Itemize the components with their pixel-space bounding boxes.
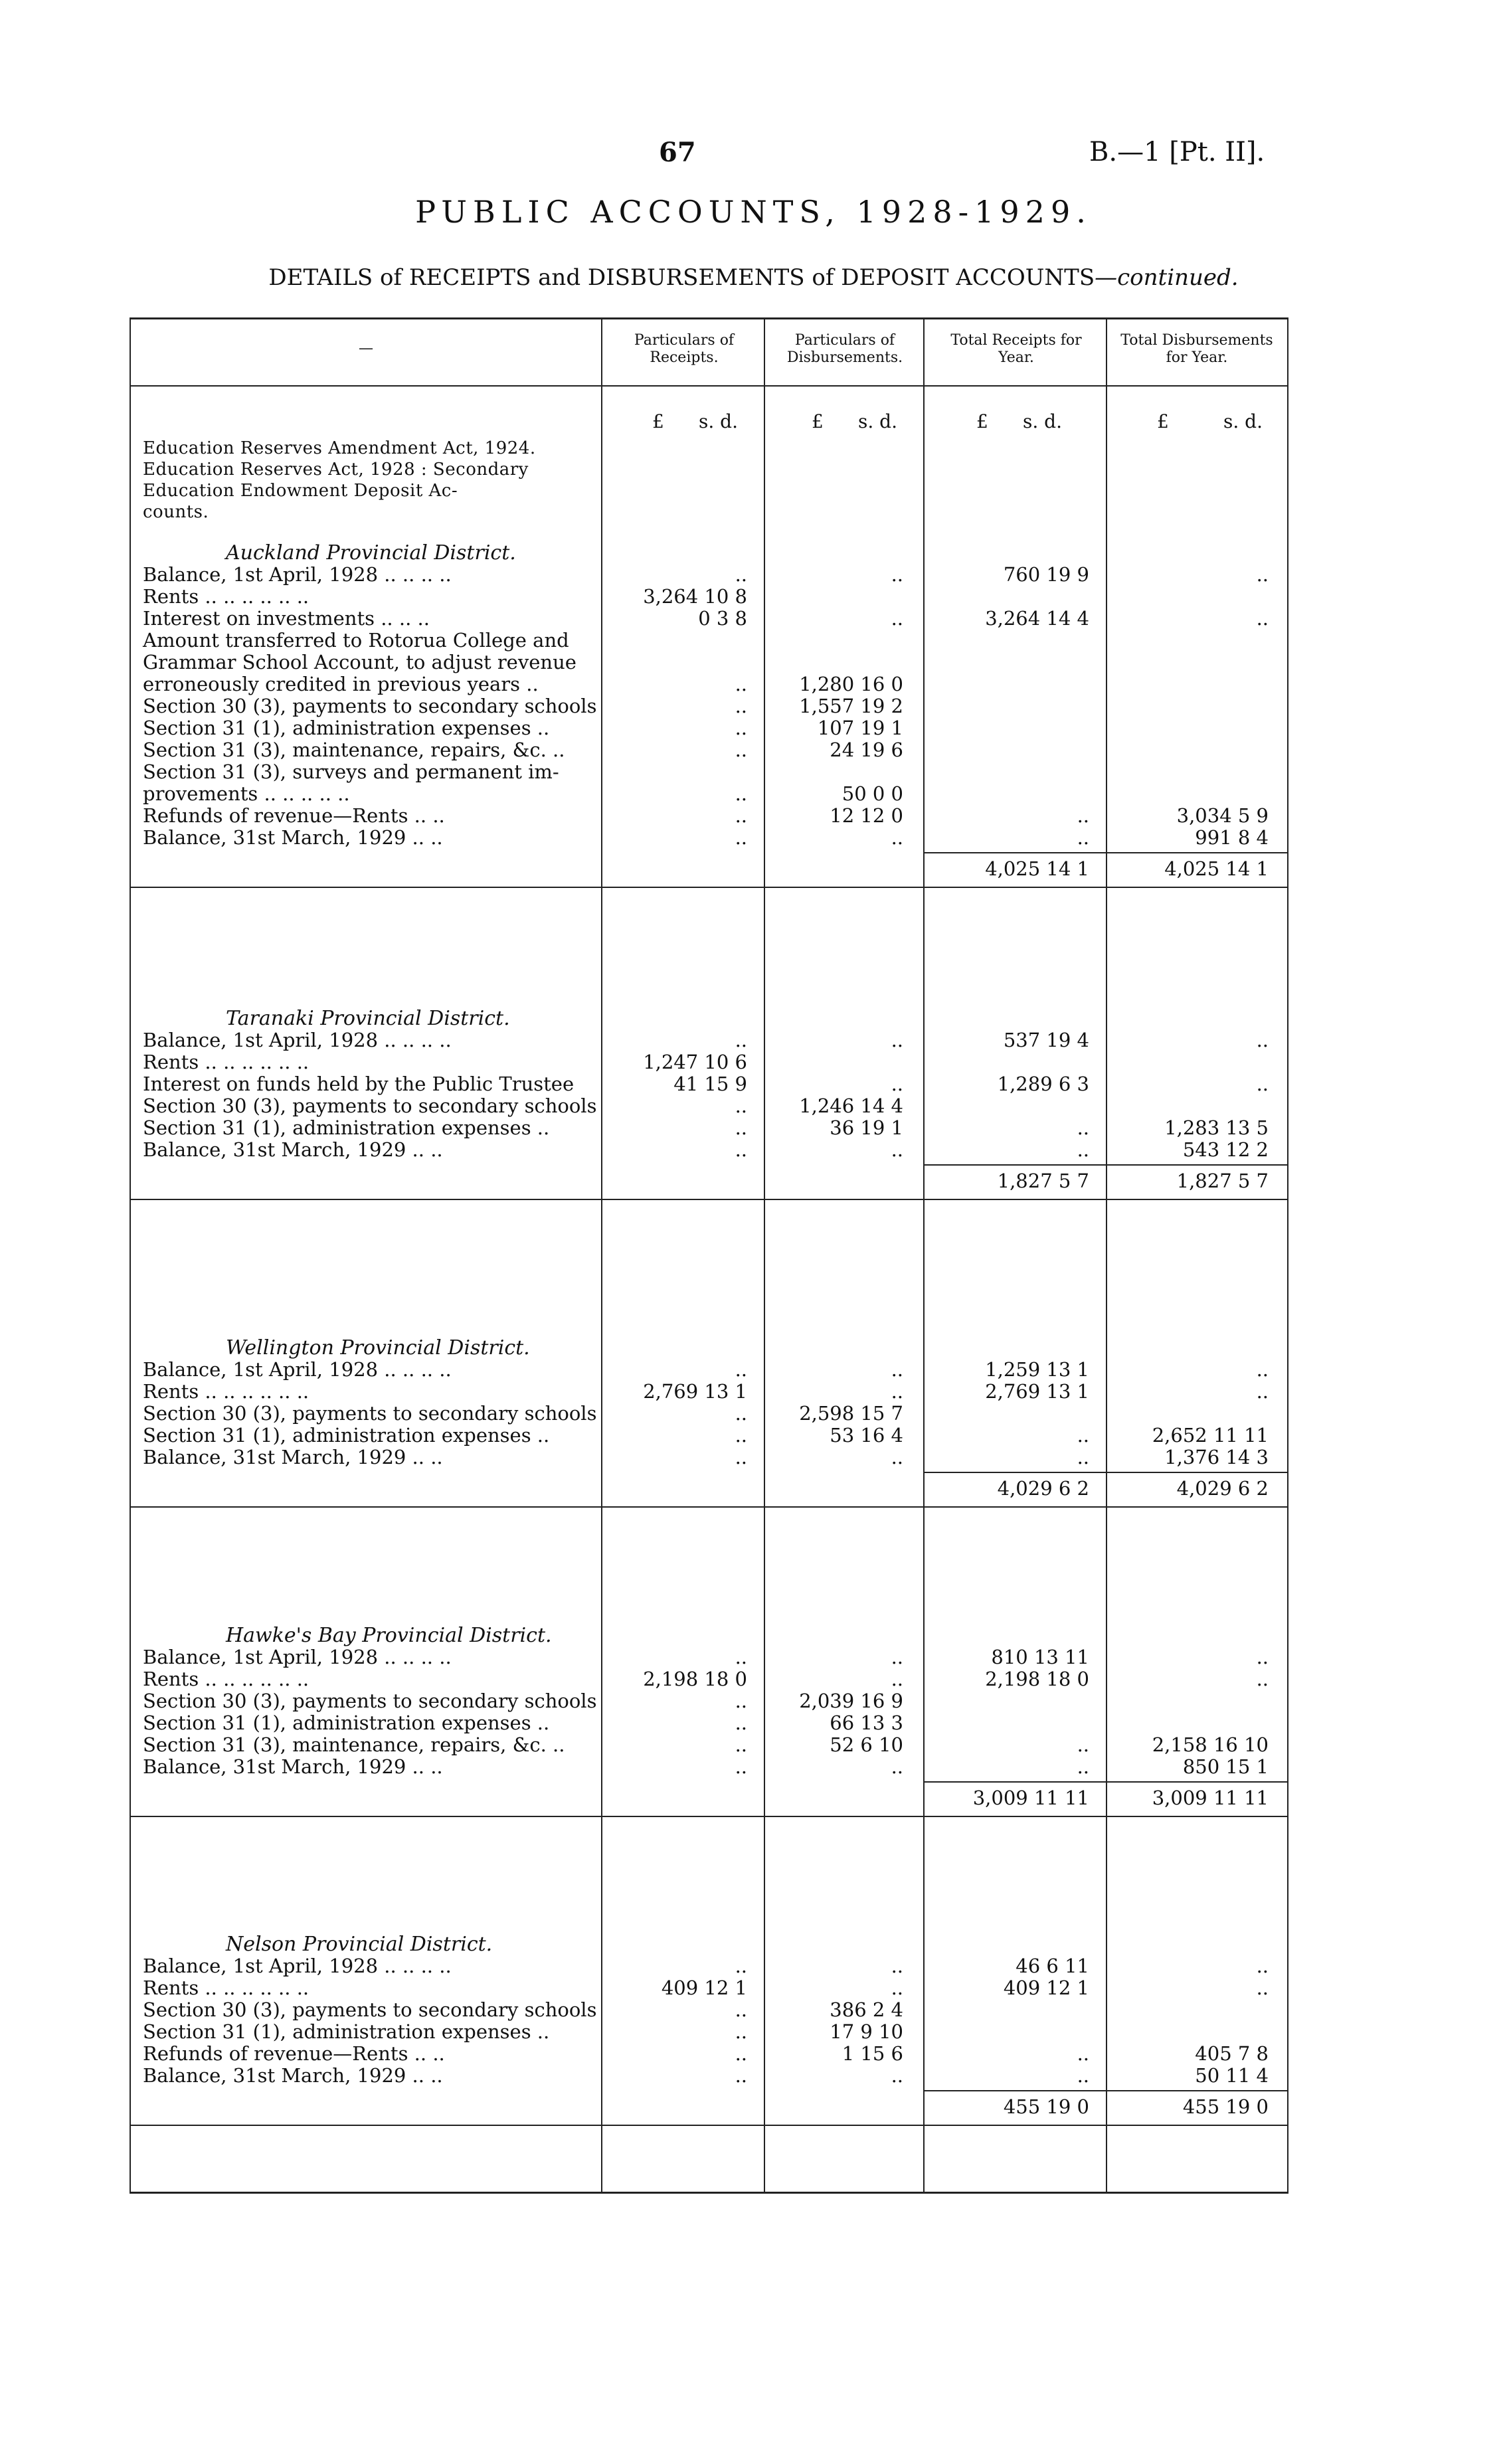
table-bottom-rule: [130, 2192, 1288, 2194]
act-heading-line: Education Endowment Deposit Ac-: [143, 481, 458, 501]
header-receipts: Particulars of Receipts.: [634, 332, 735, 366]
disbursement-value: 107 19 1: [817, 717, 903, 739]
col-rule-right: [1287, 317, 1288, 2194]
total-receipts-value: ..: [1077, 1138, 1089, 1161]
receipt-value: ..: [735, 1424, 747, 1447]
header-description: —: [359, 340, 373, 357]
disbursement-value: 50 0 0: [842, 782, 903, 805]
disbursement-value: ..: [891, 1446, 903, 1468]
unit-sd: s. d.: [1023, 410, 1062, 432]
row-description: Balance, 31st March, 1929 .. ..: [143, 1138, 443, 1161]
disbursement-value: 24 19 6: [830, 739, 903, 761]
receipt-value: 3,264 10 8: [643, 585, 747, 608]
total-receipts-value: ..: [1077, 1755, 1089, 1778]
section-total-receipts: 4,025 14 1: [985, 857, 1089, 880]
total-disbursements-value: ..: [1256, 607, 1269, 630]
section-bottom-rule: [131, 2125, 1287, 2126]
section-title: Wellington Provincial District.: [226, 1336, 530, 1360]
row-description: Balance, 1st April, 1928 .. .. .. ..: [143, 1029, 452, 1051]
section-title: Nelson Provincial District.: [226, 1933, 493, 1956]
receipt-value: ..: [735, 1712, 747, 1734]
total-receipts-value: 46 6 11: [1016, 1955, 1089, 1977]
row-description: Grammar School Account, to adjust revenue: [143, 651, 576, 673]
col-rule-3: [923, 317, 925, 2194]
row-description: Refunds of revenue—Rents .. ..: [143, 804, 445, 827]
row-description: Balance, 31st March, 1929 .. ..: [143, 2064, 443, 2087]
total-receipts-value: ..: [1077, 1446, 1089, 1468]
section-total-disbursements: 1,827 5 7: [1176, 1170, 1269, 1192]
row-description: provements .. .. .. .. ..: [143, 782, 350, 805]
total-disbursements-value: ..: [1256, 1977, 1269, 1999]
receipt-value: ..: [735, 1646, 747, 1668]
disbursement-value: ..: [891, 1977, 903, 1999]
row-description: Balance, 1st April, 1928 .. .. .. ..: [143, 563, 452, 586]
section-bottom-rule: [131, 1816, 1287, 1817]
total-receipts-value: ..: [1077, 2064, 1089, 2087]
receipt-value: 0 3 8: [698, 607, 747, 630]
subtitle-main: DETAILS of RECEIPTS and DISBURSEMENTS of DEPOSIT ACCOUNTS: [268, 264, 1095, 291]
total-disbursements-value: 2,652 11 11: [1152, 1424, 1269, 1447]
row-description: Rents .. .. .. .. .. ..: [143, 1051, 310, 1073]
receipt-value: ..: [735, 1138, 747, 1161]
row-description: Section 30 (3), payments to secondary schools: [143, 1402, 597, 1425]
header-total-disbursements: Total Disbursements for Year.: [1120, 332, 1273, 366]
section-bottom-rule: [131, 1506, 1287, 1508]
total-receipts-value: ..: [1077, 1424, 1089, 1447]
disbursement-value: 1,557 19 2: [799, 695, 903, 717]
receipt-value: ..: [735, 1029, 747, 1051]
col-rule-4: [1106, 317, 1107, 2194]
receipt-value: ..: [735, 1402, 747, 1425]
total-disbursements-value: ..: [1256, 563, 1269, 586]
total-receipts-value: 2,198 18 0: [985, 1668, 1089, 1690]
disbursement-value: 53 16 4: [830, 1424, 903, 1447]
row-description: Rents .. .. .. .. .. ..: [143, 1668, 310, 1690]
header-total-receipts: Total Receipts for Year.: [950, 332, 1082, 366]
total-receipts-value: 1,289 6 3: [997, 1073, 1089, 1095]
row-description: Interest on investments .. .. ..: [143, 607, 430, 630]
section-total-disbursements: 4,025 14 1: [1164, 857, 1269, 880]
disbursement-value: 12 12 0: [830, 804, 903, 827]
row-description: Section 31 (3), maintenance, repairs, &c. ..: [143, 1733, 565, 1756]
row-description: Section 31 (1), administration expenses ..: [143, 2020, 550, 2043]
total-disbursements-value: ..: [1256, 1668, 1269, 1690]
total-disbursements-value: 543 12 2: [1182, 1138, 1269, 1161]
unit-sd: s. d.: [1223, 410, 1263, 432]
receipt-value: ..: [735, 1446, 747, 1468]
disbursement-value: 386 2 4: [830, 1998, 903, 2021]
total-receipts-value: 537 19 4: [1003, 1029, 1089, 1051]
receipt-value: ..: [735, 1358, 747, 1381]
receipt-value: 409 12 1: [661, 1977, 747, 1999]
table-top-rule: [130, 317, 1288, 319]
total-receipts-value: ..: [1077, 2042, 1089, 2065]
row-description: erroneously credited in previous years ..: [143, 673, 539, 695]
total-top-rule: [925, 1472, 1287, 1473]
row-description: Balance, 31st March, 1929 .. ..: [143, 826, 443, 849]
total-disbursements-value: 1,283 13 5: [1164, 1116, 1269, 1139]
total-disbursements-value: 50 11 4: [1195, 2064, 1269, 2087]
total-disbursements-value: ..: [1256, 1380, 1269, 1403]
disbursement-value: 1,246 14 4: [799, 1095, 903, 1117]
section-bottom-rule: [131, 887, 1287, 888]
disbursement-value: ..: [891, 1073, 903, 1095]
row-description: Rents .. .. .. .. .. ..: [143, 1977, 310, 1999]
disbursement-value: ..: [891, 1138, 903, 1161]
total-disbursements-value: 3,034 5 9: [1176, 804, 1269, 827]
section-total-receipts: 1,827 5 7: [997, 1170, 1089, 1192]
unit-pound: £: [652, 410, 664, 432]
disbursement-value: ..: [891, 1668, 903, 1690]
receipt-value: ..: [735, 2064, 747, 2087]
row-description: Balance, 1st April, 1928 .. .. .. ..: [143, 1955, 452, 1977]
unit-pound: £: [976, 410, 988, 432]
unit-pound: £: [812, 410, 824, 432]
total-disbursements-value: ..: [1256, 1646, 1269, 1668]
receipt-value: ..: [735, 1733, 747, 1756]
total-receipts-value: ..: [1077, 826, 1089, 849]
total-disbursements-value: ..: [1256, 1955, 1269, 1977]
total-disbursements-value: 991 8 4: [1195, 826, 1269, 849]
total-receipts-value: 810 13 11: [991, 1646, 1089, 1668]
disbursement-value: ..: [891, 1646, 903, 1668]
section-title: Auckland Provincial District.: [226, 541, 516, 565]
row-description: Refunds of revenue—Rents .. ..: [143, 2042, 445, 2065]
total-receipts-value: 1,259 13 1: [985, 1358, 1089, 1381]
disbursement-value: ..: [891, 1955, 903, 1977]
row-description: Balance, 31st March, 1929 .. ..: [143, 1755, 443, 1778]
disbursement-value: ..: [891, 607, 903, 630]
disbursement-value: ..: [891, 2064, 903, 2087]
row-description: Interest on funds held by the Public Trustee: [143, 1073, 575, 1095]
total-disbursements-value: ..: [1256, 1073, 1269, 1095]
section-total-receipts: 3,009 11 11: [972, 1787, 1089, 1809]
receipt-value: ..: [735, 563, 747, 586]
total-receipts-value: ..: [1077, 1116, 1089, 1139]
row-description: Section 31 (1), administration expenses ..: [143, 717, 550, 739]
total-top-rule: [925, 2090, 1287, 2091]
total-disbursements-value: 2,158 16 10: [1152, 1733, 1269, 1756]
disbursement-value: ..: [891, 1358, 903, 1381]
row-description: Section 31 (3), maintenance, repairs, &c. ..: [143, 739, 565, 761]
page-number: 67: [659, 137, 696, 168]
total-disbursements-value: 850 15 1: [1182, 1755, 1269, 1778]
disbursement-value: 66 13 3: [830, 1712, 903, 1734]
row-description: Rents .. .. .. .. .. ..: [143, 1380, 310, 1403]
unit-sd: s. d.: [858, 410, 897, 432]
section-total-disbursements: 455 19 0: [1182, 2095, 1269, 2118]
header-bottom-rule: [130, 385, 1288, 387]
disbursement-value: 2,598 15 7: [799, 1402, 903, 1425]
total-receipts-value: ..: [1077, 804, 1089, 827]
receipt-value: ..: [735, 673, 747, 695]
total-receipts-value: ..: [1077, 1733, 1089, 1756]
row-description: Section 30 (3), payments to secondary schools: [143, 1690, 597, 1712]
section-total-disbursements: 3,009 11 11: [1152, 1787, 1269, 1809]
section-total-receipts: 455 19 0: [1003, 2095, 1089, 2118]
receipt-value: 2,769 13 1: [643, 1380, 747, 1403]
col-rule-left: [130, 317, 131, 2194]
receipt-value: 41 15 9: [673, 1073, 747, 1095]
receipt-value: ..: [735, 1998, 747, 2021]
section-bottom-rule: [131, 1199, 1287, 1200]
total-receipts-value: 409 12 1: [1003, 1977, 1089, 1999]
total-top-rule: [925, 1781, 1287, 1783]
page-subtitle: [0, 264, 1507, 291]
row-description: Balance, 1st April, 1928 .. .. .. ..: [143, 1358, 452, 1381]
total-receipts-value: 3,264 14 4: [985, 607, 1089, 630]
page-title: PUBLIC ACCOUNTS, 1928-1929.: [415, 194, 1092, 230]
receipt-value: 2,198 18 0: [643, 1668, 747, 1690]
section-total-receipts: 4,029 6 2: [997, 1477, 1089, 1500]
row-description: Section 31 (1), administration expenses ..: [143, 1116, 550, 1139]
disbursement-value: 52 6 10: [830, 1733, 903, 1756]
total-disbursements-value: ..: [1256, 1029, 1269, 1051]
receipt-value: ..: [735, 717, 747, 739]
disbursement-value: 2,039 16 9: [799, 1690, 903, 1712]
disbursement-value: 17 9 10: [830, 2020, 903, 2043]
receipt-value: ..: [735, 782, 747, 805]
col-rule-2: [764, 317, 765, 2194]
disbursement-value: ..: [891, 563, 903, 586]
receipt-value: ..: [735, 826, 747, 849]
disbursement-value: 1,280 16 0: [799, 673, 903, 695]
total-receipts-value: 2,769 13 1: [985, 1380, 1089, 1403]
row-description: Section 31 (1), administration expenses ..: [143, 1712, 550, 1734]
total-disbursements-value: 405 7 8: [1195, 2042, 1269, 2065]
row-description: Section 31 (3), surveys and permanent im-: [143, 760, 559, 783]
total-receipts-value: 760 19 9: [1003, 563, 1089, 586]
section-total-disbursements: 4,029 6 2: [1176, 1477, 1269, 1500]
row-description: Amount transferred to Rotorua College and: [143, 629, 569, 652]
row-description: Rents .. .. .. .. .. ..: [143, 585, 310, 608]
receipt-value: ..: [735, 804, 747, 827]
unit-sd: s. d.: [699, 410, 738, 432]
disbursement-value: ..: [891, 1029, 903, 1051]
disbursement-value: ..: [891, 1380, 903, 1403]
receipt-value: ..: [735, 695, 747, 717]
row-description: Section 30 (3), payments to secondary schools: [143, 1998, 597, 2021]
disbursement-value: 1 15 6: [842, 2042, 903, 2065]
col-rule-1: [601, 317, 602, 2194]
unit-pound: £: [1157, 410, 1169, 432]
receipt-value: ..: [735, 1955, 747, 1977]
act-heading-line: counts.: [143, 502, 209, 522]
receipt-value: ..: [735, 1116, 747, 1139]
disbursement-value: 36 19 1: [830, 1116, 903, 1139]
row-description: Balance, 31st March, 1929 .. ..: [143, 1446, 443, 1468]
section-title: Taranaki Provincial District.: [226, 1007, 510, 1030]
disbursement-value: ..: [891, 826, 903, 849]
disbursement-value: ..: [891, 1755, 903, 1778]
receipt-value: 1,247 10 6: [643, 1051, 747, 1073]
row-description: Balance, 1st April, 1928 .. .. .. ..: [143, 1646, 452, 1668]
total-top-rule: [925, 1164, 1287, 1166]
receipt-value: ..: [735, 1690, 747, 1712]
receipt-value: ..: [735, 2042, 747, 2065]
receipt-value: ..: [735, 739, 747, 761]
total-disbursements-value: 1,376 14 3: [1164, 1446, 1269, 1468]
row-description: Section 30 (3), payments to secondary schools: [143, 695, 597, 717]
header-disbursements: Particulars of Disbursements.: [786, 332, 903, 366]
total-disbursements-value: ..: [1256, 1358, 1269, 1381]
section-title: Hawke's Bay Provincial District.: [226, 1624, 552, 1647]
row-description: Section 31 (1), administration expenses ..: [143, 1424, 550, 1447]
subtitle-continued: —continued.: [1095, 264, 1239, 291]
receipt-value: ..: [735, 1095, 747, 1117]
receipt-value: ..: [735, 2020, 747, 2043]
receipt-value: ..: [735, 1755, 747, 1778]
page-reference: B.—1 [Pt. II].: [1089, 137, 1265, 167]
act-heading-line: Education Reserves Act, 1928 : Secondary: [143, 460, 529, 480]
row-description: Section 30 (3), payments to secondary schools: [143, 1095, 597, 1117]
act-heading-line: Education Reserves Amendment Act, 1924.: [143, 438, 536, 458]
total-top-rule: [925, 852, 1287, 853]
